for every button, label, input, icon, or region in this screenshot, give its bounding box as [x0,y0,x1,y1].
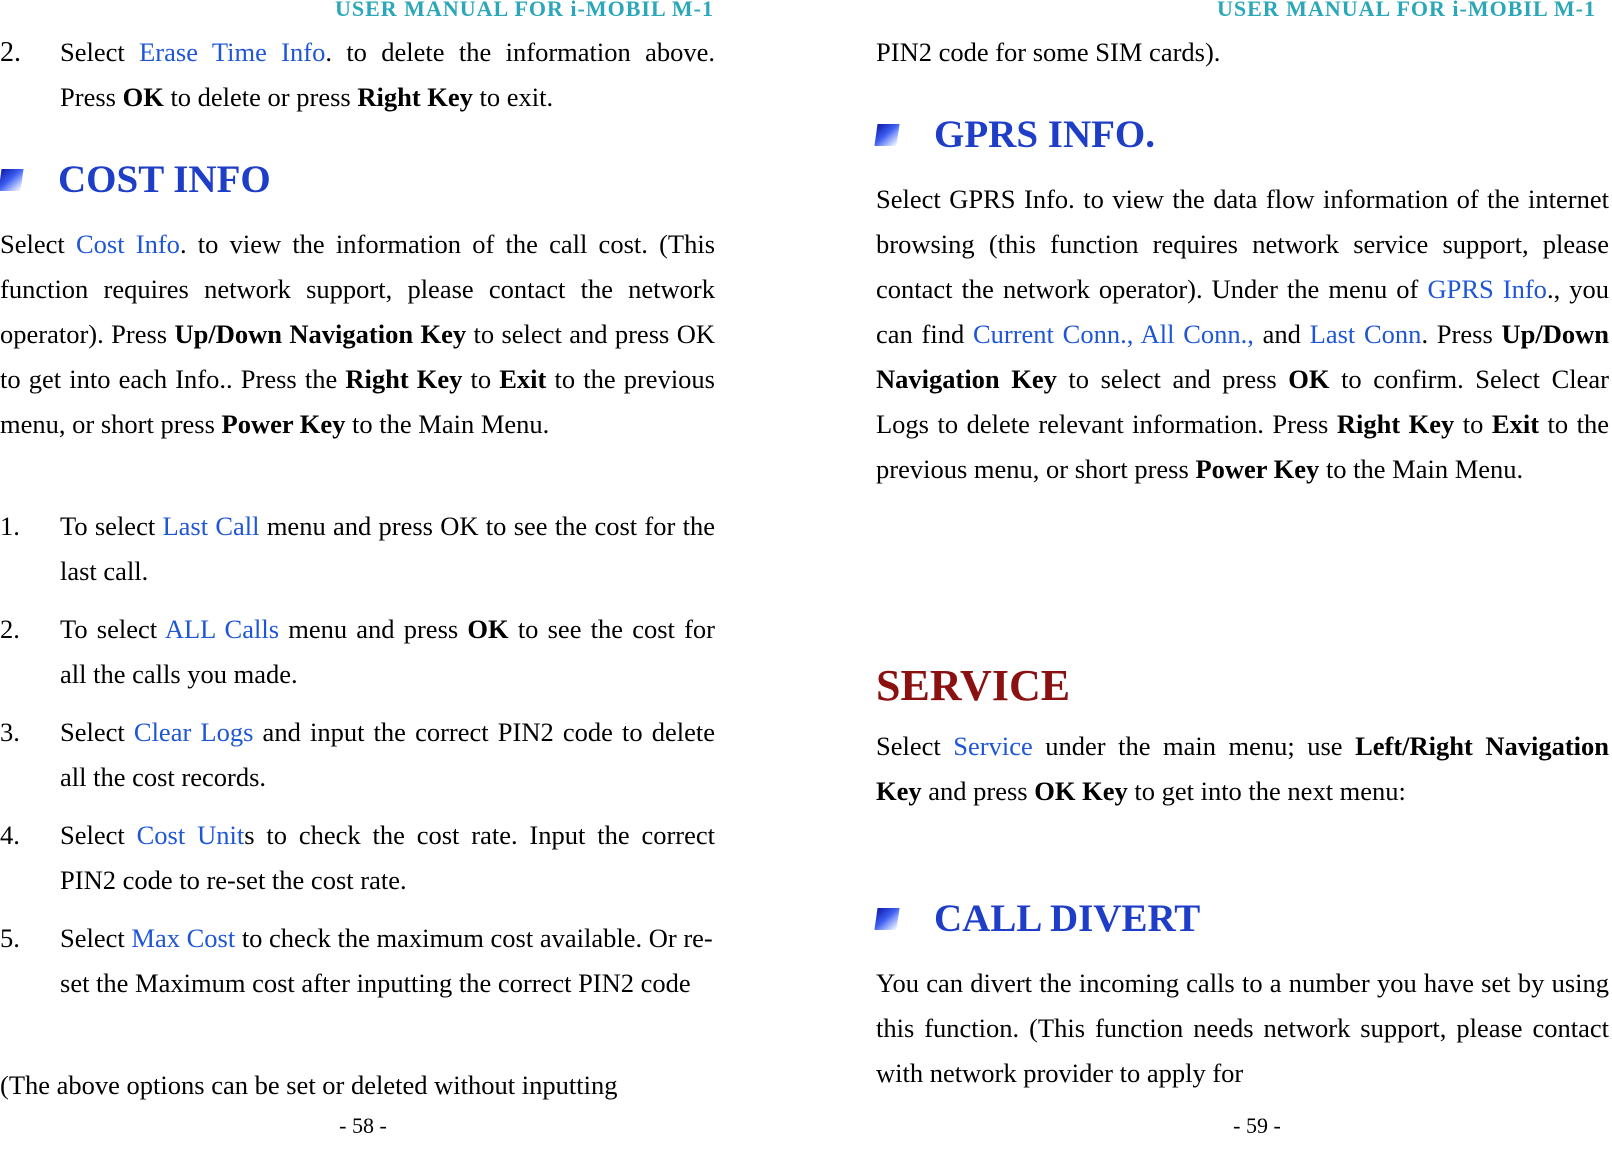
item-number: 1. [0,511,20,541]
cost-info-heading-row [0,155,715,205]
call-divert-heading: CALL DIVERT [934,897,1201,940]
page-number: - 58 - [339,1113,387,1138]
page-58 [0,0,740,1168]
cost-item-1: 1. To select Last Call menu and press OK to see the cost for the last call. [0,504,715,594]
page-number: - 59 - [1233,1113,1281,1138]
item-number: 2. [0,614,20,644]
cost-item-5: 5. Select Max Cost to check the maximum cost available. Or re-set the Maximum cost after inputting the correct PIN2 code [0,916,726,1006]
erase-text: Select Erase Time Info. to delete the information above. Press OK to delete or press Right Key to exit. [60,37,716,112]
item-number: 4. [0,820,20,850]
item-number: 5. [0,923,20,953]
call-divert-heading-row [876,894,1609,944]
running-header: USER MANUAL FOR i-MOBIL M-1 [335,0,714,21]
service-paragraph: Select Service under the main menu; use Left/Right Navigation Key and press OK Key to get into the next menu: [876,731,1610,806]
page-59 [876,0,1612,1168]
gprs-heading-row [876,110,1609,160]
square-bullet-icon [874,908,899,930]
closing-line: (The above options can be set or deleted without inputting [0,1070,618,1100]
service-heading-row [876,661,1609,711]
running-header: USER MANUAL FOR i-MOBIL M-1 [1217,0,1596,21]
service-heading: SERVICE [876,661,1071,710]
call-divert-paragraph: You can divert the incoming calls to a number you have set by using this function. (This function needs network support, please contact with network provider to apply for [876,968,1609,1088]
item-number: 3. [0,717,20,747]
square-bullet-icon [874,124,899,146]
gprs-heading: GPRS INFO. [934,113,1156,156]
square-bullet-icon [0,169,24,191]
erase-item [0,30,715,120]
cost-info-paragraph: Select Cost Info. to view the information of the call cost. (This function requires network support, please contact the network operator). Press Up/Down Navigation Key to select and press OK to get into each Info.. Press the Right Key to Exit to the previous menu, or short press Power Key to the Main Menu. [0,229,716,439]
item-number: 2. [0,37,21,68]
gprs-paragraph: Select GPRS Info. to view the data flow information of the internet browsing (this function requires network service support, please contact the network operator). Under the menu of GPRS Info., you can find Current Conn., All Conn., and Last Conn. Press Up/Down Navigation Key to select and press OK to confirm. Select Clear Logs to delete relevant information. Press Right Key to Exit to the previous menu, or short press Power Key to the Main Menu. [876,184,1610,484]
cost-info-heading: COST INFO [58,158,271,201]
cost-item-2: 2. To select ALL Calls menu and press OK to see the cost for all the calls you made. [0,607,715,697]
cost-item-3: 3. Select Clear Logs and input the correct PIN2 code to delete all the cost records. [0,710,715,800]
cost-item-4: 4. Select Cost Units to check the cost rate. Input the correct PIN2 code to re-set the cost rate. [0,813,715,903]
continuation-line: PIN2 code for some SIM cards). [876,37,1221,67]
